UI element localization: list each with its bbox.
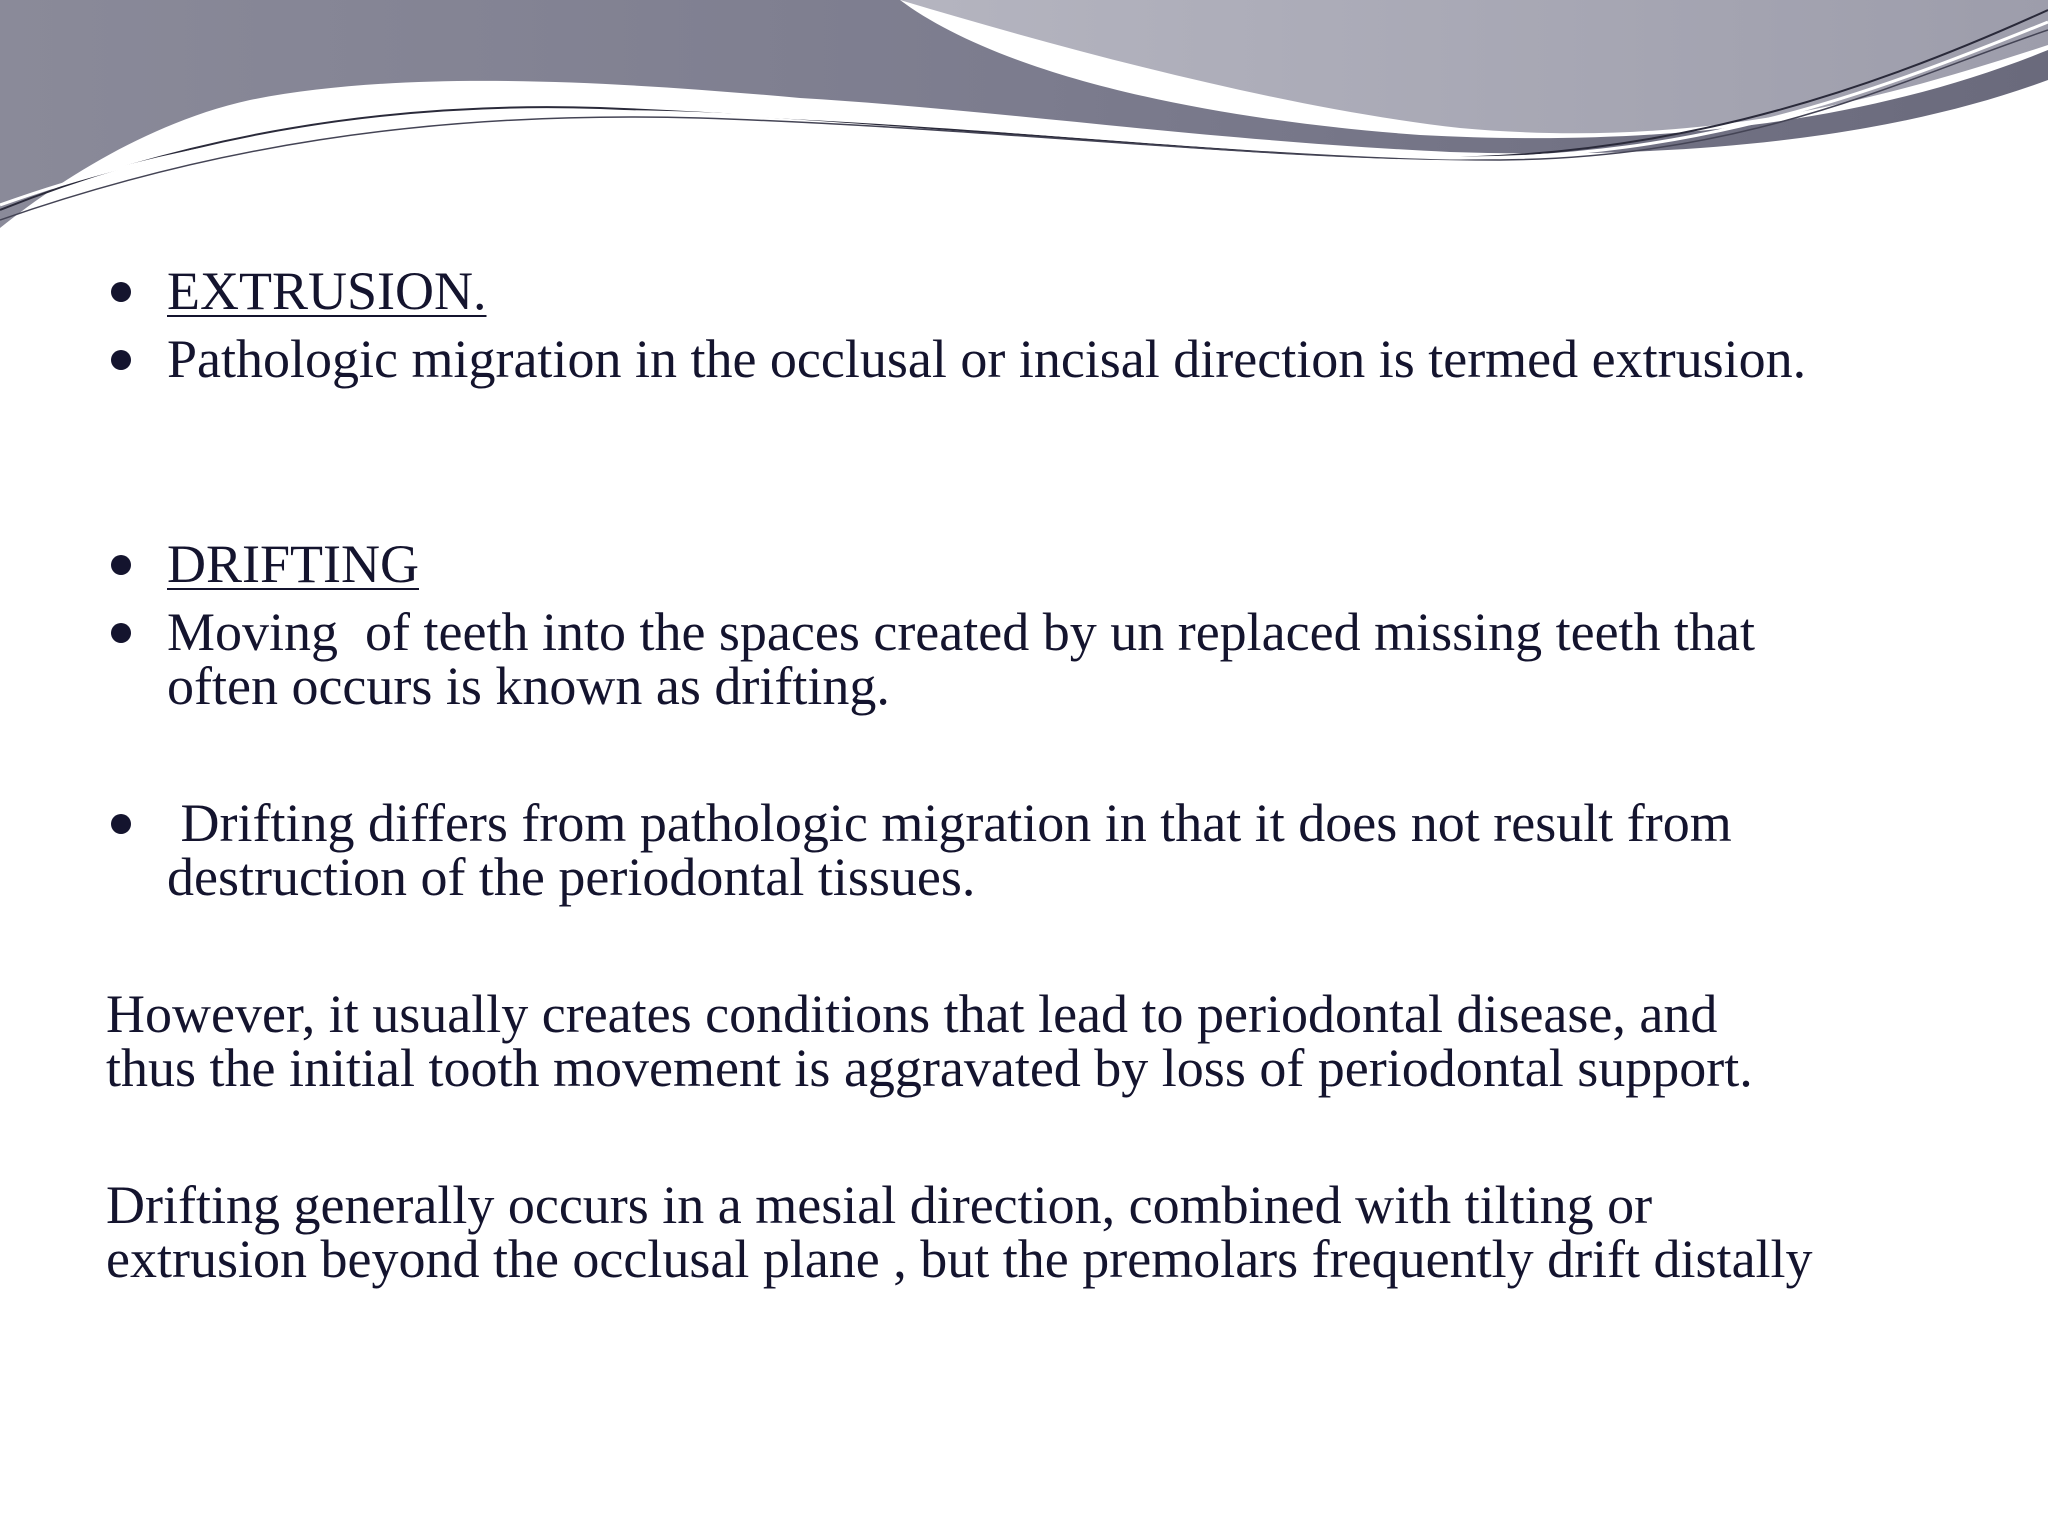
bullet-dot-icon	[111, 282, 131, 302]
bullet-dot-icon	[111, 555, 131, 575]
bullet-dot-icon	[111, 350, 131, 370]
paragraph-however-line-1: However, it usually creates conditions that lead to periodontal disease, and	[106, 984, 1718, 1044]
heading-drifting: DRIFTING	[167, 534, 419, 594]
drifting-definition-line-2: often occurs is known as drifting.	[167, 656, 890, 716]
header-swoosh-decoration	[0, 0, 2048, 240]
extrusion-definition-text: Pathologic migration in the occlusal or incisal direction is termed extrusion.	[167, 329, 1807, 389]
paragraph-mesial-line-1: Drifting generally occurs in a mesial direction, combined with tilting or	[106, 1175, 1653, 1235]
paragraph-mesial-line-2: extrusion beyond the occlusal plane , but the premolars frequently drift distally	[106, 1229, 1813, 1289]
heading-extrusion: EXTRUSION.	[167, 261, 487, 321]
bullet-dot-icon	[111, 814, 131, 834]
drifting-difference-line-2: destruction of the periodontal tissues.	[167, 847, 976, 907]
drifting-difference-line-1: Drifting differs from pathologic migration in that it does not result from	[167, 793, 1732, 853]
paragraph-however-line-2: thus the initial tooth movement is aggravated by loss of periodontal support.	[106, 1038, 1753, 1098]
drifting-definition-line-1: Moving of teeth into the spaces created by un replaced missing teeth that	[167, 602, 1756, 662]
bullet-dot-icon	[111, 623, 131, 643]
